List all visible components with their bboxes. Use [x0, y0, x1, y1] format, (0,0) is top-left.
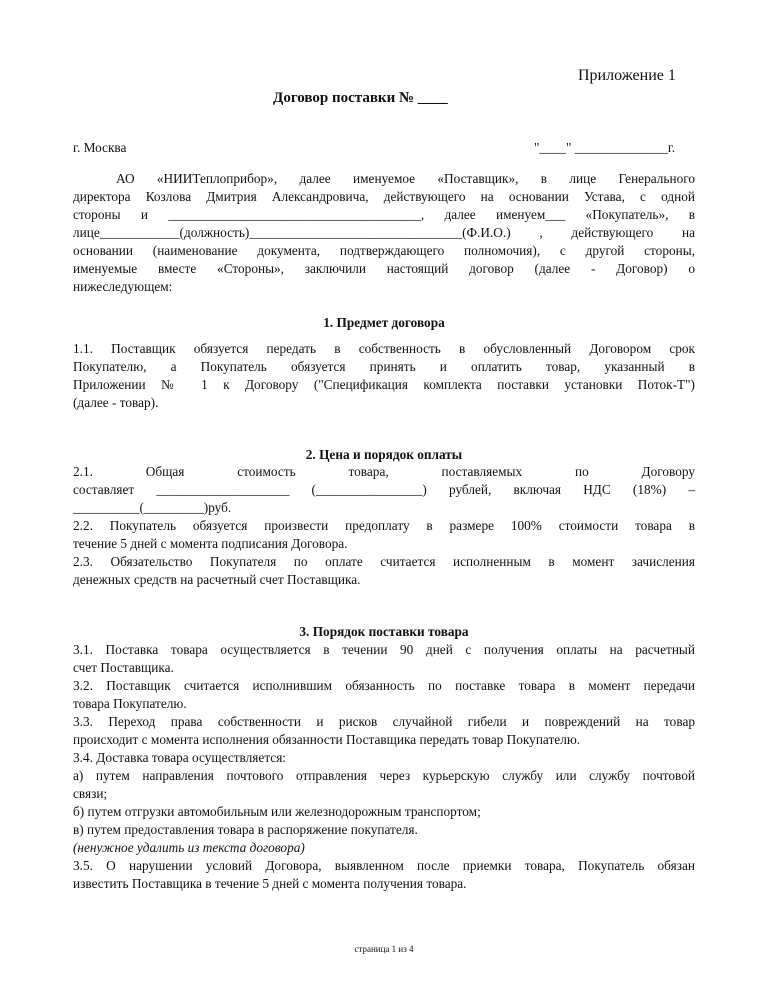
section-2-line: 2.1. Общая стоимость товара, поставляемых по Договору	[73, 464, 695, 479]
preamble-line: стороны и ______________________________________, далее именуем___ «Покупатель», в	[73, 207, 695, 222]
section-1-line: 1.1. Поставщик обязуется передать в собственность в обусловленный Договором срок	[73, 341, 695, 356]
section-2-line: течение 5 дней с момента подписания Договора.	[73, 536, 348, 551]
section-2-line: денежных средств на расчетный счет Поставщика.	[73, 572, 361, 587]
section-3-line: счет Поставщика.	[73, 660, 174, 675]
city: г. Москва	[73, 140, 127, 155]
section-2-title: 2. Цена и порядок оплаты	[305, 447, 463, 462]
section-3-line: б) путем отгрузки автомобильным или железнодорожным транспортом;	[73, 804, 481, 819]
section-2-line: 2.3. Обязательство Покупателя по оплате считается исполненным в момент зачисления	[73, 554, 695, 569]
section-3-line: товара Покупателю.	[73, 696, 187, 711]
section-3-line: а) путем направления почтового отправления через курьерскую службу или службу почтовой	[73, 768, 695, 783]
section-3-line: связи;	[73, 786, 108, 801]
section-3-line: 3.5. О нарушении условий Договора, выявленном после приемки товара, Покупатель обязан	[73, 858, 695, 873]
preamble-line: директора Козлова Дмитрия Александровича, действующего на основании Устава, с одной	[73, 189, 695, 204]
section-1-title: 1. Предмет договора	[323, 315, 445, 330]
section-3-line: известить Поставщика в течение 5 дней с момента получения товара.	[73, 876, 467, 891]
preamble-line: именуемые вместе «Стороны», заключили настоящий договор (далее - Договор) о	[73, 261, 695, 276]
contract-date: "____" ______________г.	[534, 140, 676, 155]
section-3-title: 3. Порядок поставки товара	[299, 624, 469, 639]
section-3-note: (ненужное удалить из текста договора)	[73, 840, 305, 855]
section-3-line: в) путем предоставления товара в распоряжение покупателя.	[73, 822, 418, 837]
section-3-line: 3.1. Поставка товара осуществляется в течении 90 дней с получения оплаты на расчетный	[73, 642, 695, 657]
preamble-line: нижеследующем:	[73, 279, 173, 294]
section-3-line: происходит с момента исполнения обязанности Поставщика передать товар Покупателю.	[73, 732, 581, 747]
preamble-line: лице____________(должность)________________________________(Ф.И.О.) , действующего на	[73, 225, 695, 240]
section-2-line: __________(_________)руб.	[73, 500, 232, 515]
section-3-line: 3.3. Переход права собственности и рисков случайной гибели и повреждений на товар	[73, 714, 695, 729]
section-1-line: Приложении № 1 к Договору ("Спецификация комплекта поставки установки Поток-Т")	[73, 377, 695, 392]
section-3-line: 3.4. Доставка товара осуществляется:	[73, 750, 287, 765]
section-3-line: 3.2. Поставщик считается исполнившим обязанность по поставке товара в момент передачи	[73, 678, 695, 693]
section-1-line: Покупателю, а Покупатель обязуется принять и оплатить товар, указанный в	[73, 359, 695, 374]
appendix-label: Приложение 1	[578, 67, 676, 84]
preamble-line: АО «НИИТеплоприбор», далее именуемое «Поставщик», в лице Генерального	[116, 171, 695, 186]
section-2-line: 2.2. Покупатель обязуется произвести предоплату в размере 100% стоимости товара в	[73, 518, 695, 533]
page-number: страница 1 из 4	[354, 944, 414, 954]
section-2-line: составляет ____________________ (________________) рублей, включая НДС (18%) –	[73, 482, 695, 497]
preamble-line: основании (наименование документа, подтверждающего полномочия), с другой стороны,	[73, 243, 695, 258]
contract-title: Договор поставки № ____	[273, 90, 448, 106]
section-1-line: (далее - товар).	[73, 395, 159, 410]
